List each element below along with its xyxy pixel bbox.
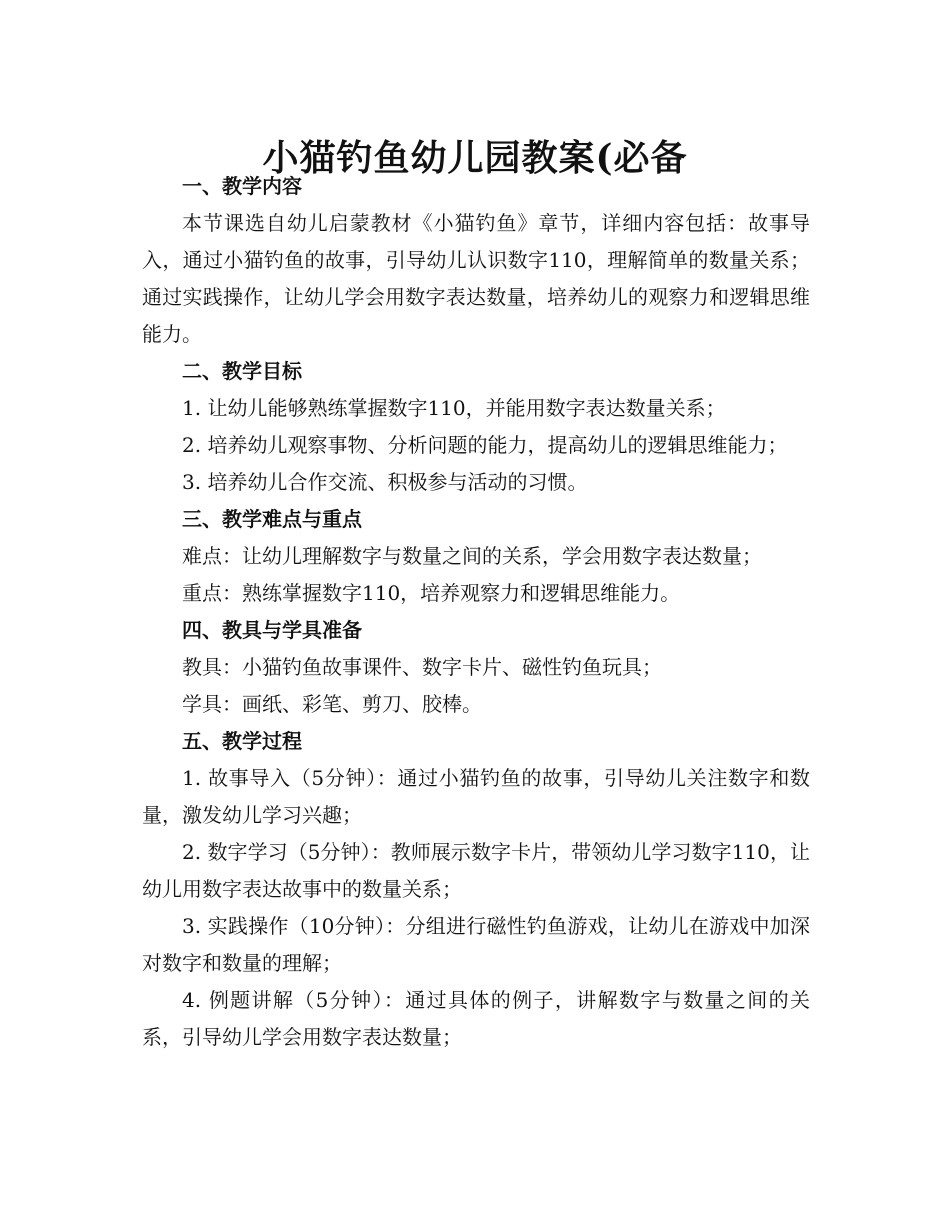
- list-item: 2. 数字学习（5分钟）：教师展示数字卡片，带领幼儿学习数字110，让幼儿用数字表达故事中的数量关系；: [142, 840, 810, 901]
- list-item: 2. 培养幼儿观察事物、分析问题的能力，提高幼儿的逻辑思维能力；: [182, 433, 788, 457]
- section-heading: 二、教学目标: [182, 359, 302, 383]
- list-item: 4. 例题讲解（5分钟）：通过具体的例子，讲解数字与数量之间的关系，引导幼儿学会用数字表达数量；: [142, 988, 810, 1049]
- section-difficulties-and-key-points: [142, 501, 810, 612]
- section-heading: 三、教学难点与重点: [182, 507, 362, 531]
- document-body: [142, 168, 810, 1056]
- paragraph: 学具：画纸、彩笔、剪刀、胶棒。: [182, 692, 482, 716]
- section-teaching-process: [142, 723, 810, 1056]
- paragraph: 重点：熟练掌握数字110，培养观察力和逻辑思维能力。: [182, 581, 681, 605]
- paragraph: 教具：小猫钓鱼故事课件、数字卡片、磁性钓鱼玩具；: [182, 655, 662, 679]
- list-item: 3. 培养幼儿合作交流、积极参与活动的习惯。: [182, 470, 588, 494]
- section-teaching-goals: [142, 353, 810, 501]
- section-materials: [142, 612, 810, 723]
- section-heading: 四、教具与学具准备: [182, 618, 362, 642]
- paragraph: 本节课选自幼儿启蒙教材《小猫钓鱼》章节，详细内容包括：故事导入，通过小猫钓鱼的故事，引导幼儿认识数字110，理解简单的数量关系；通过实践操作，让幼儿学会用数字表达数量，培养幼儿的观察力和逻辑思维能力。: [142, 211, 810, 346]
- section-teaching-content: [142, 168, 810, 353]
- paragraph: 难点：让幼儿理解数字与数量之间的关系，学会用数字表达数量；: [182, 544, 762, 568]
- list-item: 3. 实践操作（10分钟）：分组进行磁性钓鱼游戏，让幼儿在游戏中加深对数字和数量的理解；: [142, 914, 810, 975]
- list-item: 1. 故事导入（5分钟）：通过小猫钓鱼的故事，引导幼儿关注数字和数量，激发幼儿学习兴趣；: [142, 766, 810, 827]
- document-title: 小猫钓鱼幼儿园教案(必备: [262, 137, 688, 180]
- section-heading: 五、教学过程: [182, 729, 302, 753]
- section-heading: 一、教学内容: [182, 174, 302, 198]
- list-item: 1. 让幼儿能够熟练掌握数字110，并能用数字表达数量关系；: [182, 396, 726, 420]
